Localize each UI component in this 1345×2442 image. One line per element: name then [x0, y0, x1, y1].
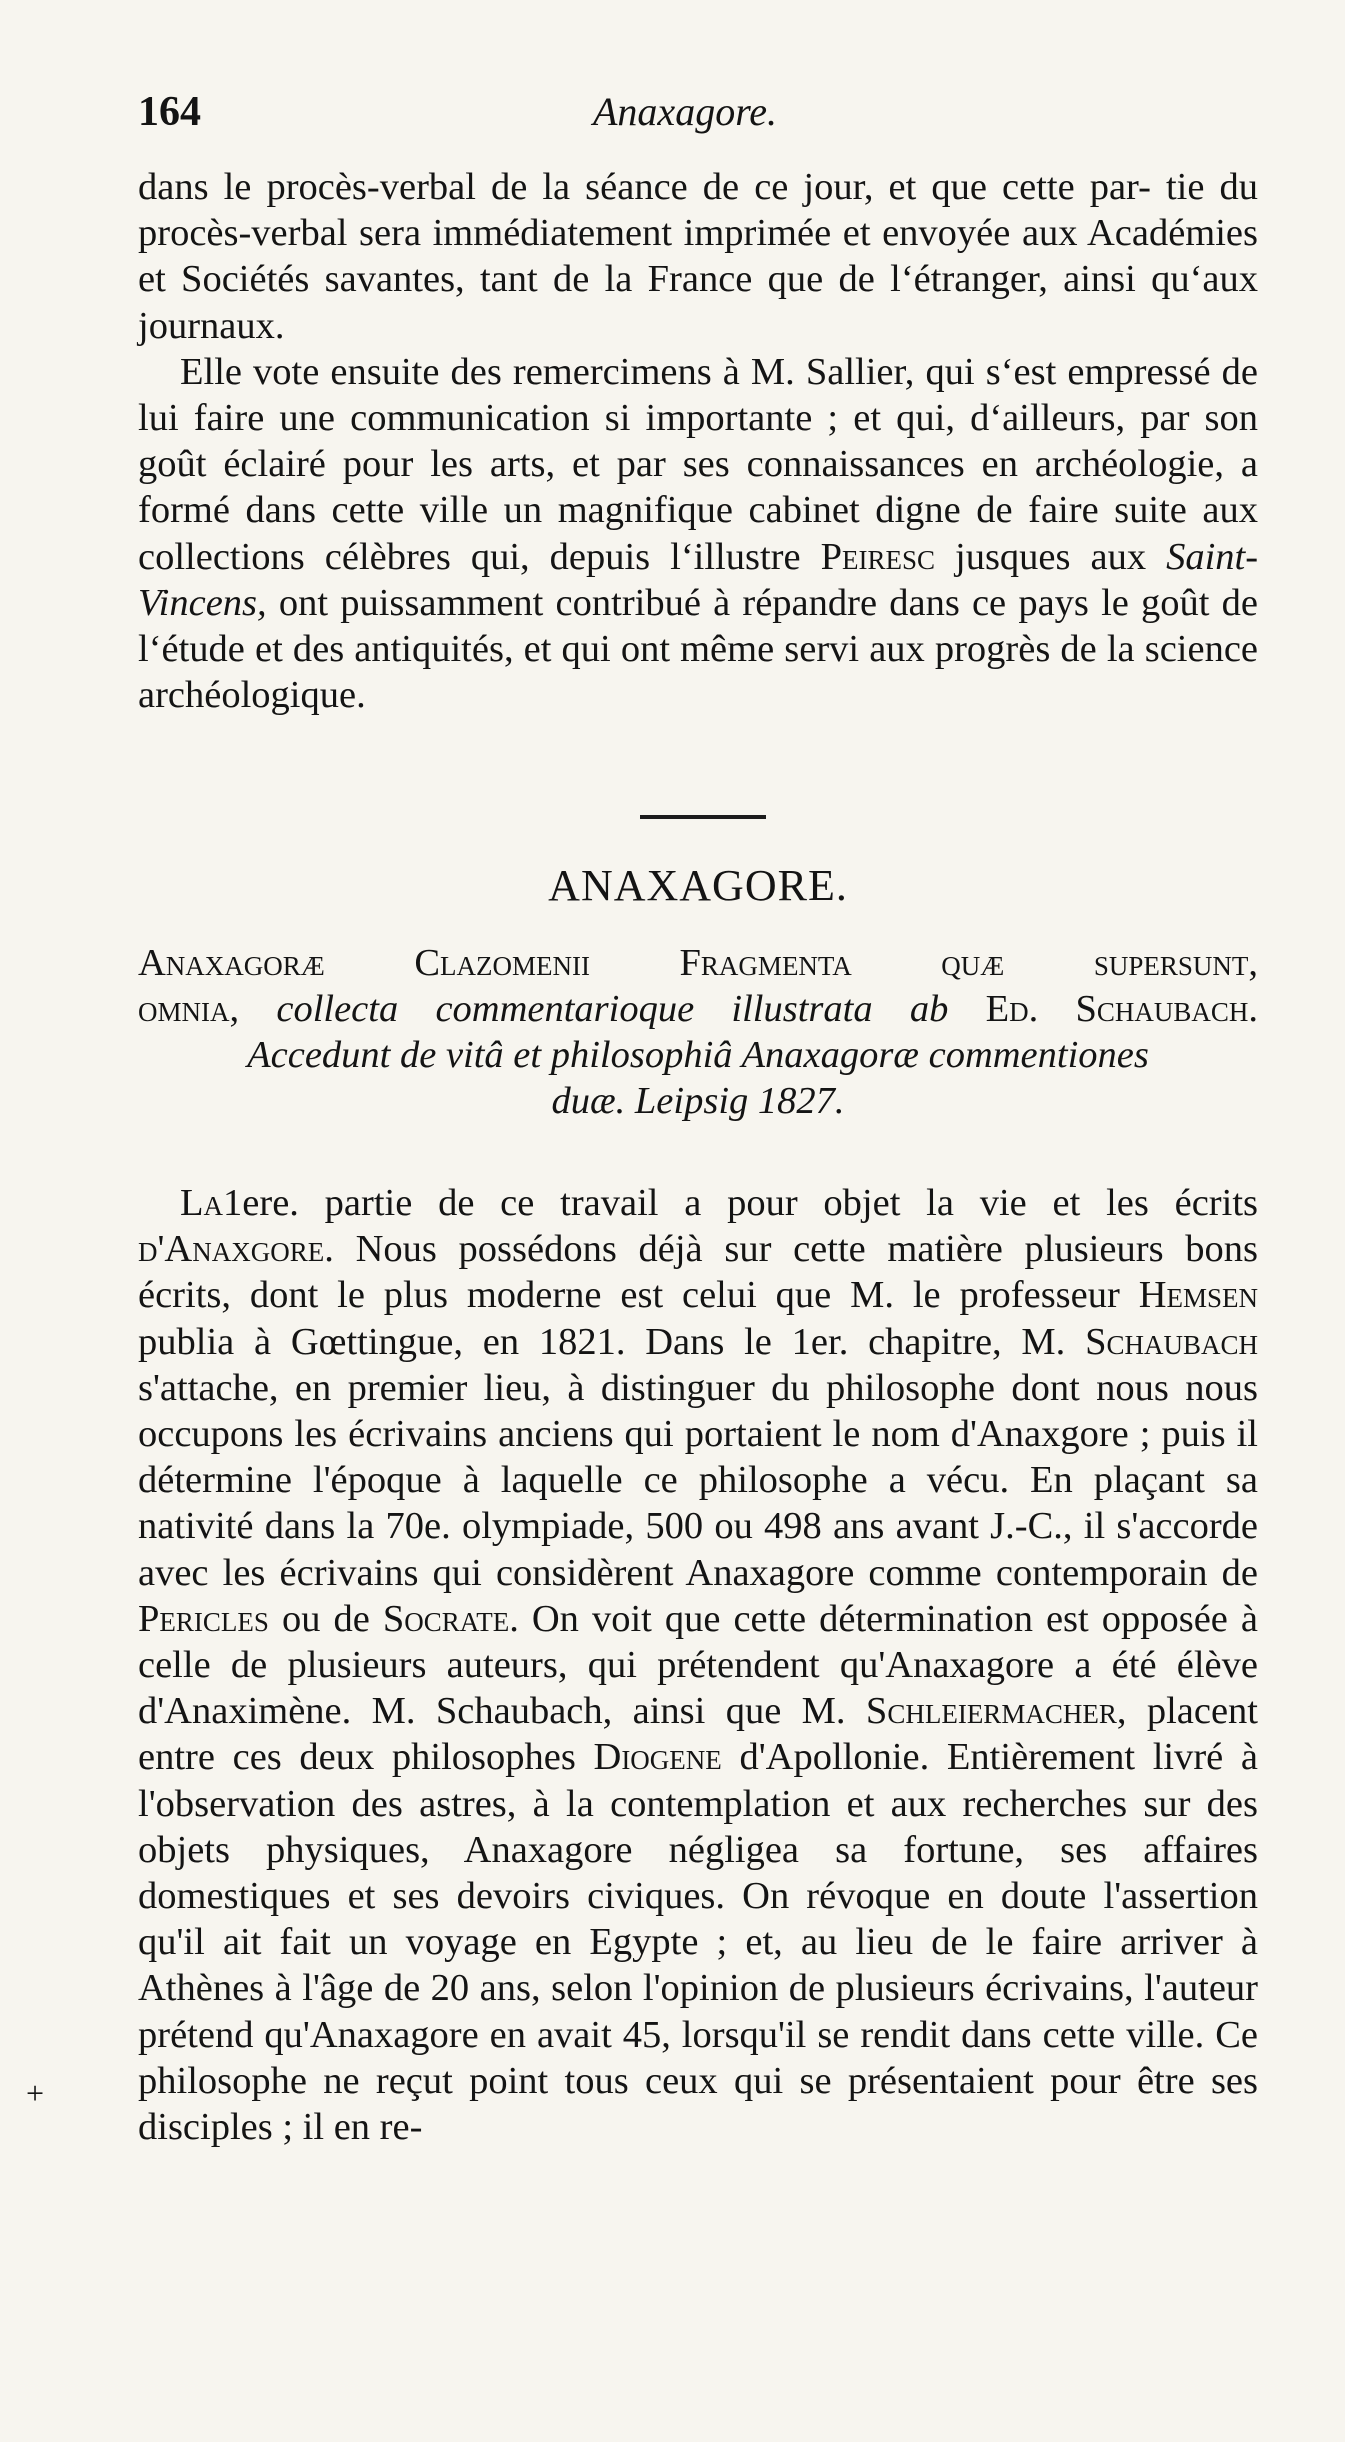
name-schleiermacher: Schleiermacher, — [865, 1690, 1127, 1733]
margin-mark: + — [26, 2075, 45, 2111]
page-header — [138, 88, 1258, 148]
reference-place-year: Leipsig 1827. — [634, 1080, 845, 1122]
paragraph-3-text: Nous possédons déjà sur cette matière plusieurs bons écrits, dont le plus moderne est celui que M. le professeur — [138, 1228, 1258, 1317]
reference-omnia: omnia, — [138, 988, 240, 1030]
review-body — [138, 1180, 1258, 2150]
section-divider — [640, 815, 766, 819]
paragraph-1-line: dans le procès-verbal de la séance de ce jour, et que cette par- — [138, 166, 1151, 208]
paragraph-3-text: d'Apollonie. Entièrement livré à l'observation des astres, à la contemplation et aux recherches sur des objets physiques, Anaxagore négligea sa fortune, ses affaires domestiques et ses devoirs civiques. On révoque en doute l'assertion qu'il ait fait un voyage en Egypte ; et, au lieu de le faire arriver à Athènes à l'âge de 20 ans, selon l'opinion de plusieurs écrivains, l'auteur prétend qu'Anaxagore en avait 45, lorsqu'il se rendit dans cette ville. Ce philosophe ne reçut point tous ceux qui se présentaient pour être ses disciples ; il en re- — [138, 1736, 1258, 2149]
paragraph-2-text: Elle vote ensuite des remercimens à M. Sallier, qui s‘est empressé de lui faire une communication si importante ; et qui, d‘ailleurs, par son goût éclairé pour les arts, et par ses connaissances en archéologie, a formé dans cette ville un magnifique cabinet digne de faire suite aux collections célèbres qui, depuis l‘illustre — [138, 350, 1258, 578]
paragraph-1 — [138, 164, 1258, 349]
paragraph-3-text: publia à Gœttingue, en 1821. Dans le 1er. chapitre, M. — [138, 1320, 1066, 1363]
name-diogene: Diogene — [593, 1736, 722, 1779]
reference-author: Ed. Schaubach. — [985, 988, 1259, 1030]
name-hemsen: Hemsen — [1138, 1274, 1258, 1317]
paragraph-3-text: 1ere. partie de ce travail a pour objet la vie et les écrits — [223, 1182, 1258, 1224]
section-title: ANAXAGORE. — [548, 861, 848, 910]
bibliographic-reference — [138, 940, 1258, 1124]
reference-line-1: Anaxagoræ Clazomenii Fragmenta quæ supersunt, — [138, 942, 1258, 984]
reference-collecta: collecta commentarioque illustrata ab — [276, 988, 949, 1030]
paragraph-1-line: tie du procès-verbal sera immédiatement imprimée et envoyée — [138, 166, 1258, 255]
paragraph-1-line: l‘étranger, ainsi qu‘aux journaux. — [138, 258, 1259, 347]
paragraph-2 — [138, 349, 1258, 719]
paragraph-3-text: s'attache, en premier lieu, à distinguer du philosophe dont nous nous occupons les écrivains anciens qui portaient le nom d'Anaxgore ; puis il détermine l'époque à laquelle ce philosophe a vécu. En plaçant sa nativité dans la 70e. olympiade, 500 ou 498 ans avant J.-C., il s'accorde avec les écrivains qui considèrent Anaxagore comme contemporain de — [138, 1366, 1258, 1594]
name-anaxgore: d'Anaxgore. — [138, 1228, 334, 1271]
name-peiresc: Peiresc — [820, 535, 936, 578]
page-number: 164 — [138, 89, 201, 135]
name-saint-vincens: Saint-Vincens, — [138, 535, 1259, 624]
paragraph-3-text: placent entre ces deux philosophes — [138, 1690, 1259, 1779]
reference-line-2 — [138, 986, 1258, 1032]
reference-duae: duæ. — [551, 1080, 626, 1122]
paragraph-1-line: aux Académies et Sociétés savantes, tant de la France que de — [138, 212, 1258, 301]
running-title: Anaxagore. — [593, 89, 778, 134]
paragraph-3 — [138, 1180, 1258, 2150]
name-schaubach: Schaubach — [1085, 1320, 1258, 1363]
lead-word: La — [180, 1182, 224, 1224]
paragraph-2-text: ont puissamment contribué à répandre dans ce pays le goût de l‘étude et des antiquités, et qui ont même servi aux progrès de la science archéologique. — [138, 581, 1258, 717]
name-socrate: Socrate. — [382, 1597, 519, 1640]
paragraph-3-text: On voit que cette détermination est opposée à celle de plusieurs auteurs, qui prétendent qu'Anaxagore a été élève d'Anaximène. M. Schaubach, ainsi que M. — [138, 1597, 1258, 1733]
paragraph-3-text: ou de — [281, 1597, 370, 1640]
reference-line-4 — [138, 1078, 1258, 1124]
reference-line-3: Accedunt de vitâ et philosophiâ Anaxagoræ commentiones — [247, 1034, 1149, 1076]
article-continuation — [138, 164, 1258, 718]
paragraph-2-text: jusques aux — [955, 535, 1147, 578]
name-pericles: Pericles — [138, 1597, 269, 1640]
